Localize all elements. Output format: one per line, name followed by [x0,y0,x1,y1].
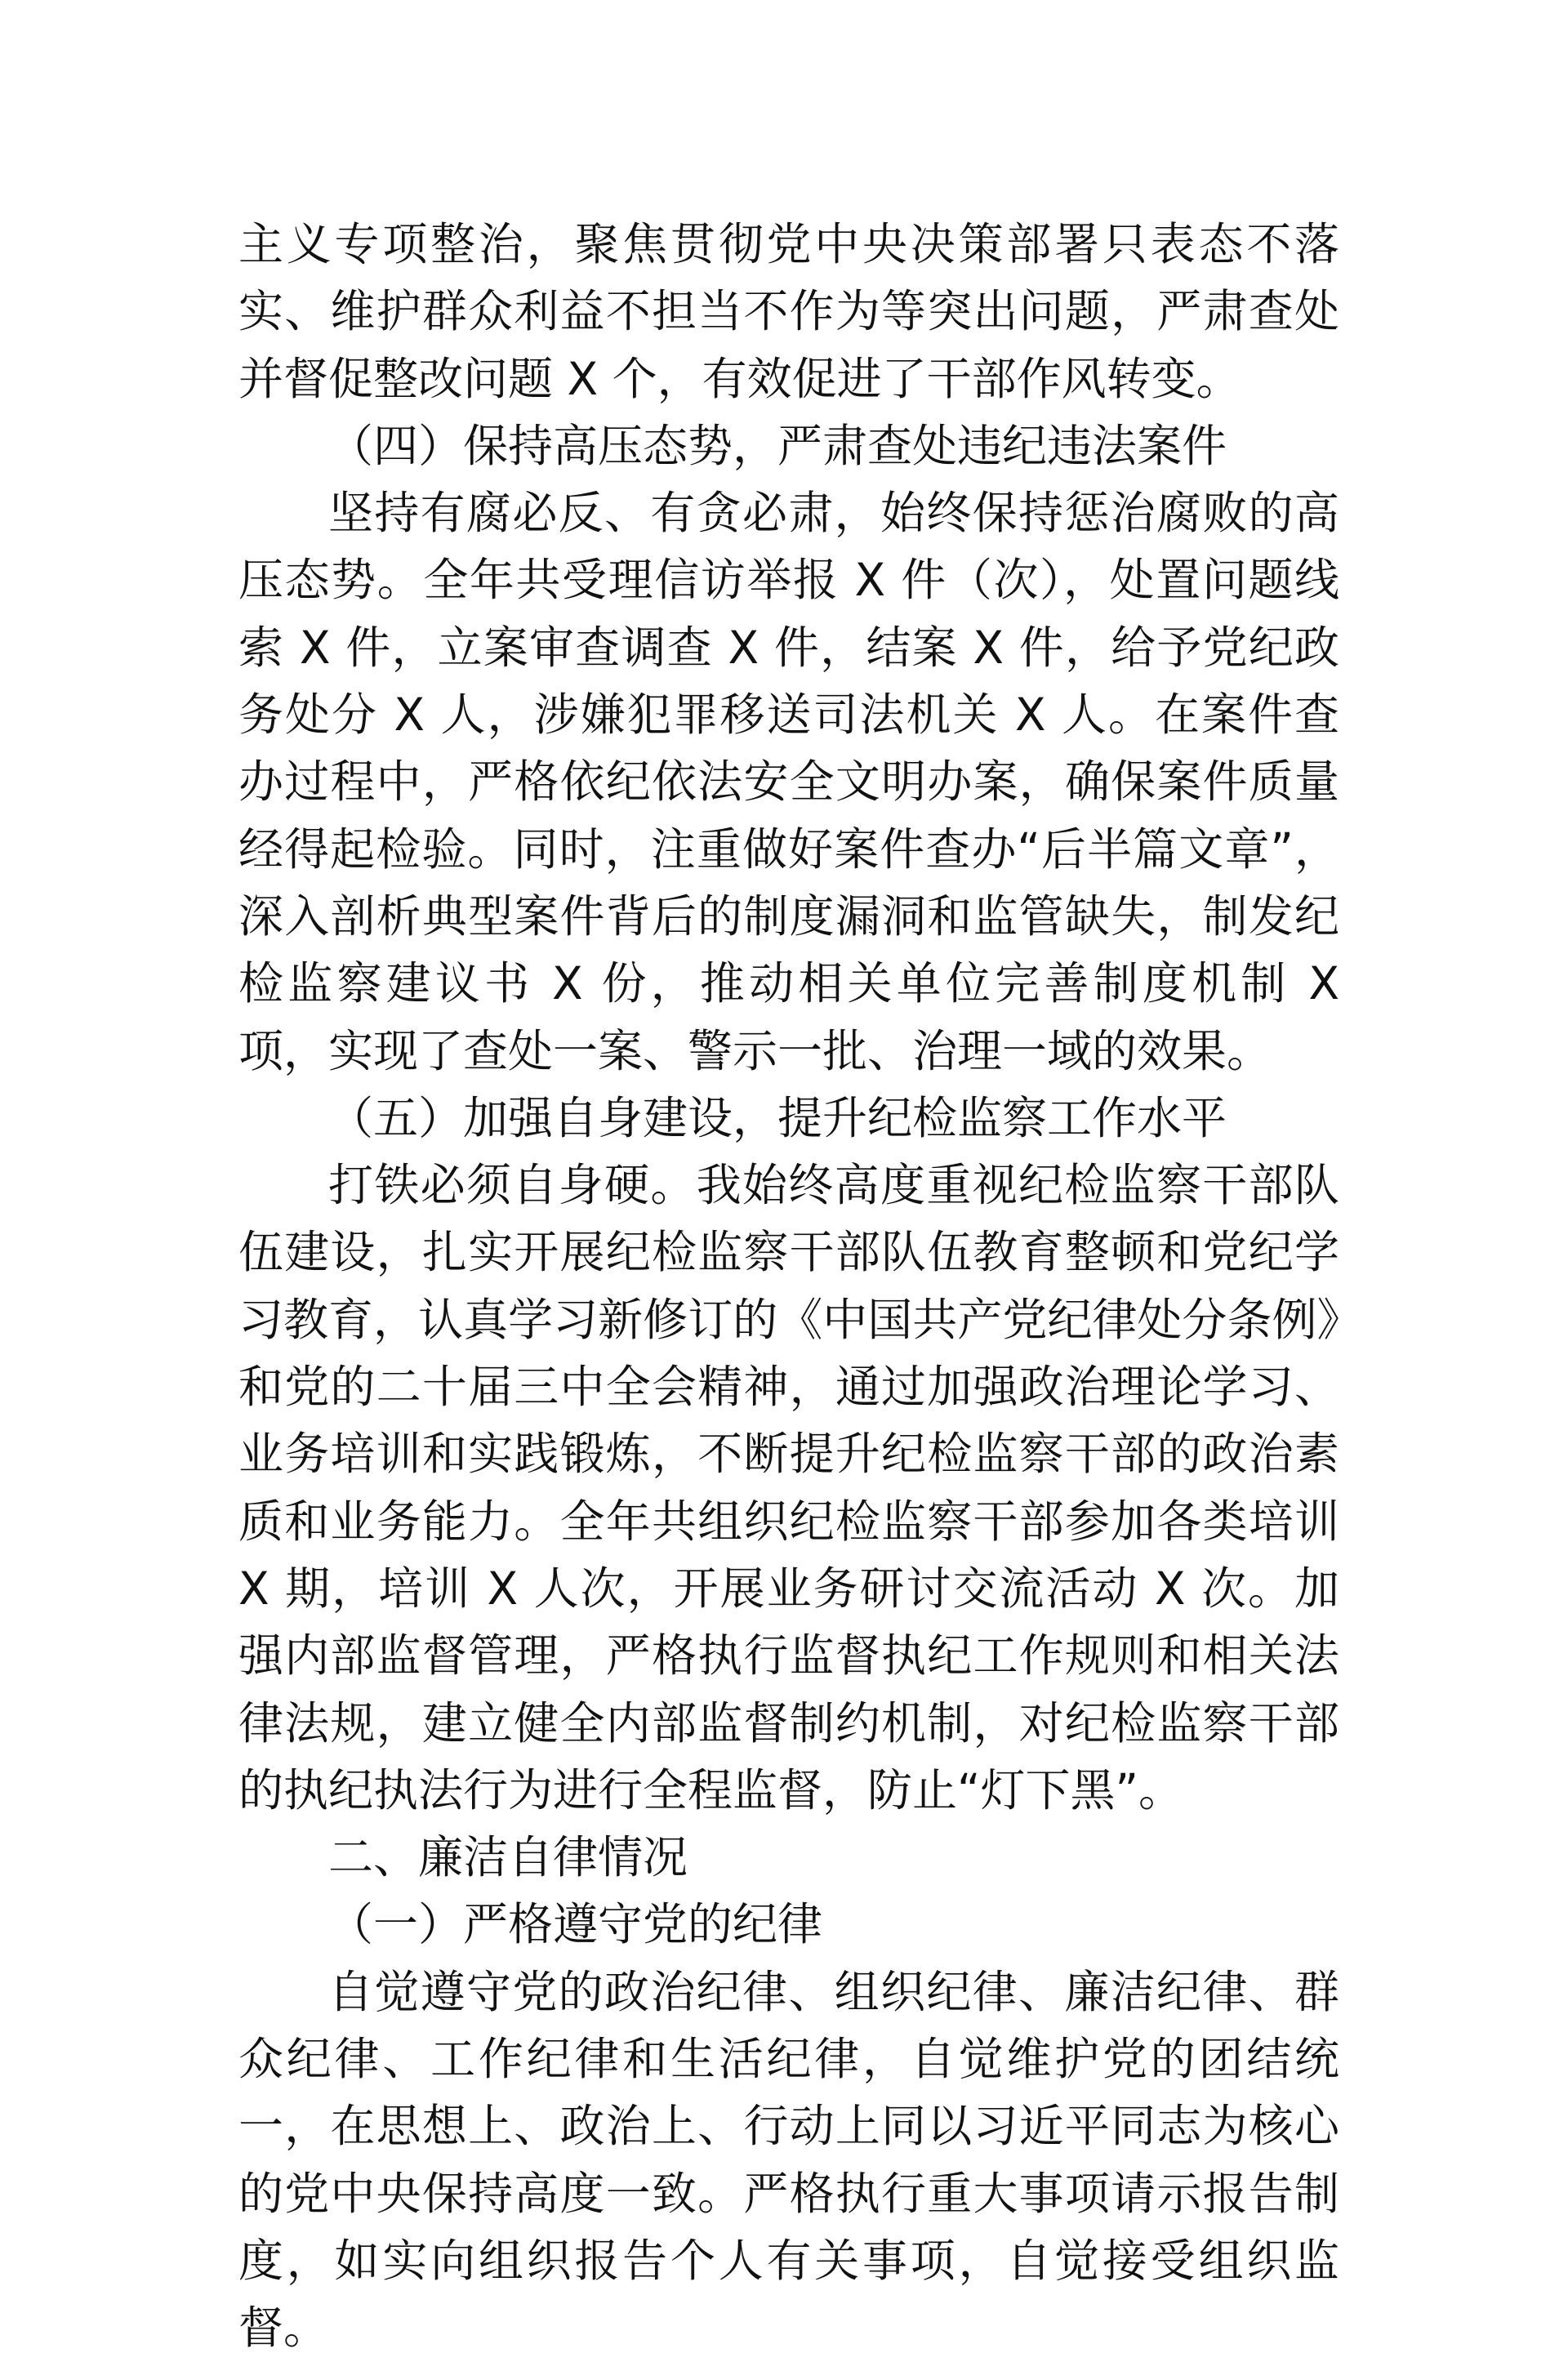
chapter-heading-2: 二、廉洁自律情况 [328,1831,688,1884]
document-body [238,211,1339,2362]
paragraph-party-discipline: 自觉遵守党的政治纪律、组织纪律、廉洁纪律、群众纪律、工作纪律和生活纪律，自觉维护党的团结统一，在思想上、政治上、行动上同以习近平同志为核心的党中央保持高度一致。严格执行重大事项请示报告制度，如实向组织报告个人有关事项，自觉接受组织监督。 [238,1965,1339,2355]
section-heading-1: （一）严格遵守党的纪律 [328,1898,823,1951]
section-heading-4: （四）保持高压态势，严肃查处违纪违法案件 [328,419,1227,472]
paragraph-continuation: 主义专项整治，聚焦贯彻党中央决策部署只表态不落实、维护群众利益不担当不作为等突出问题，严肃查处并督促整改问题 X 个，有效促进了干部作风转变。 [238,218,1339,405]
paragraph-self-construction: 打铁必须自身硬。我始终高度重视纪检监察干部队伍建设，扎实开展纪检监察干部队伍教育整顿和党纪学习教育，认真学习新修订的《中国共产党纪律处分条例》和党的二十届三中全会精神，通过加强政治理论学习、业务培训和实践锻炼，不断提升纪检监察干部的政治素质和业务能力。全年共组织纪检监察干部参加各类培训 X 期，培训 X 人次，开展业务研讨交流活动 X 次。加强内部监督管理，严格执行监督执纪工作规则和相关法律法规，建立健全内部监督制约机制，对纪检监察干部的执纪执法行为进行全程监督，防止“灯下黑”。 [238,1159,1339,1816]
paragraph-case-handling: 坚持有腐必反、有贪必肃，始终保持惩治腐败的高压态势。全年共受理信访举报 X 件（次），处置问题线索 X 件，立案审查调查 X 件，结案 X 件，给予党纪政务处分 X 人，涉嫌犯罪移送司法机关 X 人。在案件查办过程中，严格依纪依法安全文明办案，确保案件质量经得起检验。同时，注重做好案件查办“后半篇文章”，深入剖析典型案件背后的制度漏洞和监管缺失，制发纪检监察建议书 X 份，推动相关单位完善制度机制 X 项，实现了查处一案、警示一批、治理一域的效果。 [238,487,1339,1077]
section-heading-5: （五）加强自身建设，提升纪检监察工作水平 [328,1091,1227,1144]
